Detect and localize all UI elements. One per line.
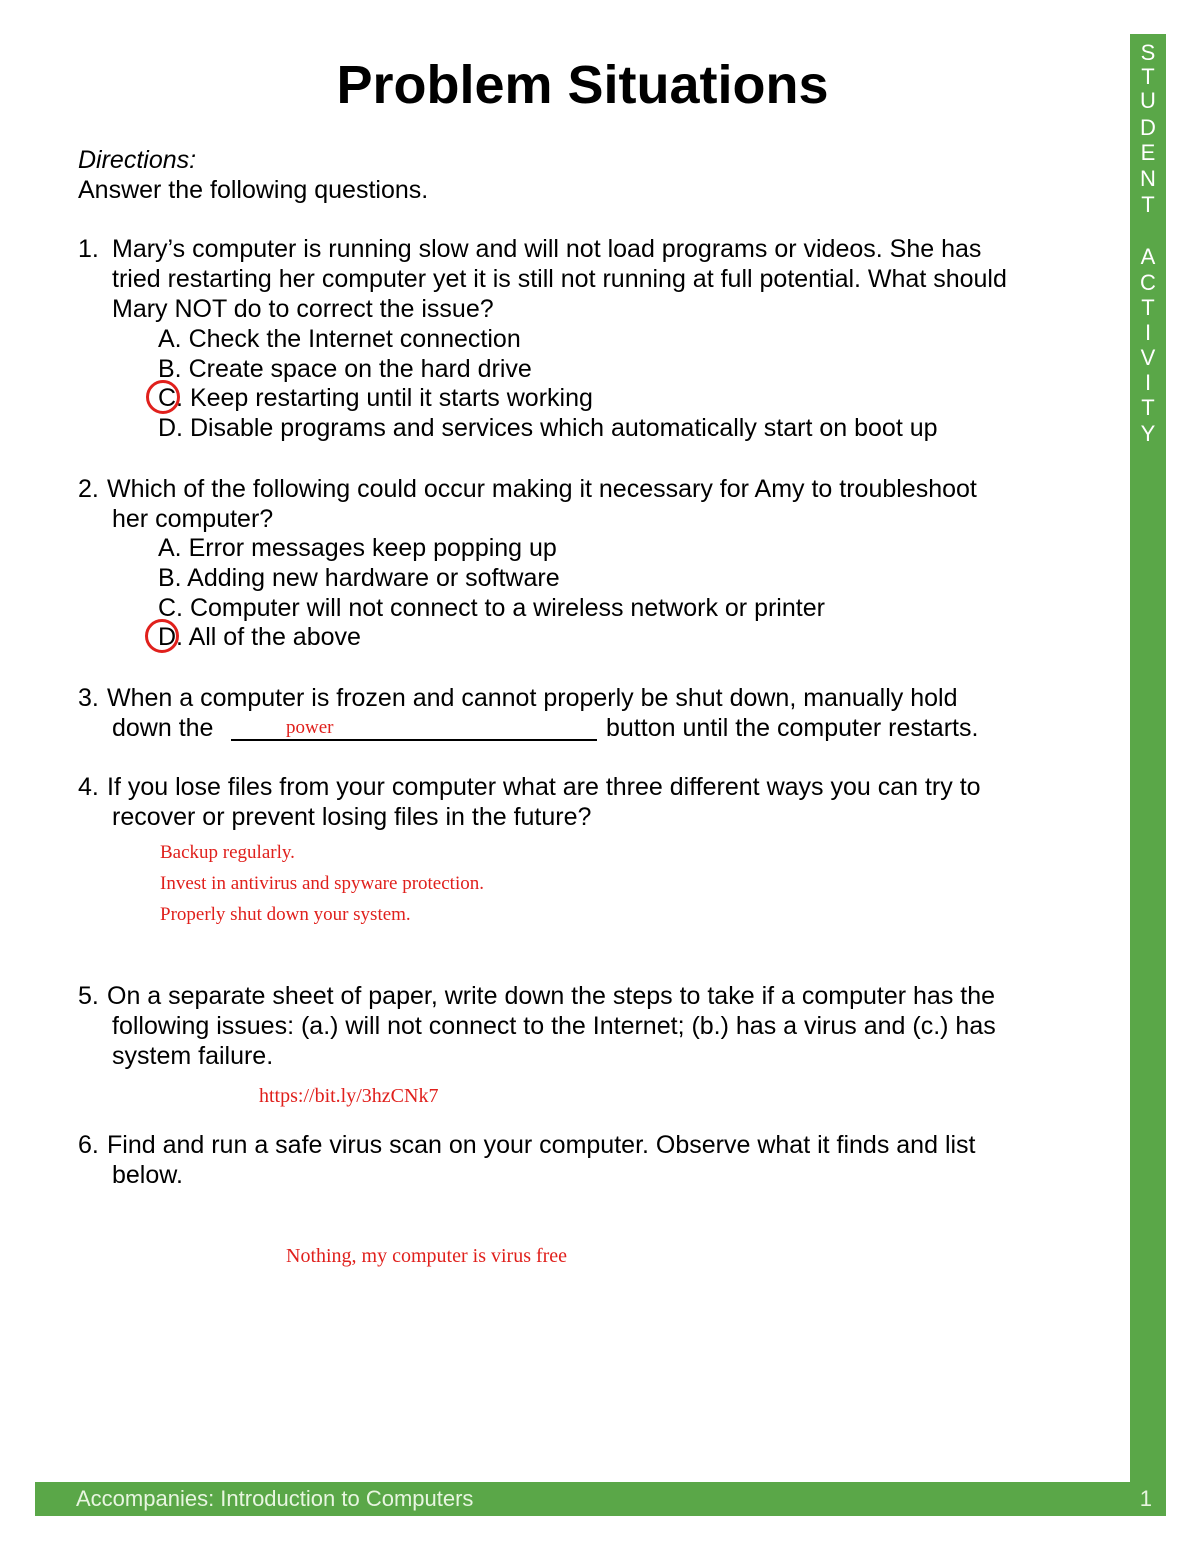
question-line: below. — [112, 1161, 183, 1189]
question-number: 5. — [78, 982, 99, 1010]
question-line: tried restarting her computer yet it is still not running at full potential. What should — [112, 265, 1007, 293]
page-number: 1 — [1139, 1486, 1152, 1511]
handwritten-answer: Nothing, my computer is virus free — [286, 1245, 568, 1267]
question-line: Find and run a safe virus scan on your computer. Observe what it finds and list — [107, 1131, 976, 1159]
option-d: D. Disable programs and services which automatically start on boot up — [158, 414, 938, 442]
sidebar-letter: N — [1140, 166, 1156, 191]
question-line-before-blank: down the — [112, 714, 214, 742]
option-b: B. Adding new hardware or software — [158, 564, 560, 592]
option-d: D. All of the above — [158, 623, 361, 651]
question-number: 2. — [78, 475, 99, 503]
sidebar-letter: T — [1141, 295, 1155, 320]
directions-label: Directions: — [78, 146, 197, 174]
option-a: A. Error messages keep popping up — [158, 534, 557, 562]
question-line: recover or prevent losing files in the future? — [112, 803, 592, 831]
handwritten-link: https://bit.ly/3hzCNk7 — [259, 1085, 439, 1107]
sidebar-letter: E — [1140, 140, 1156, 165]
sidebar-letter: T — [1141, 64, 1155, 89]
sidebar-letter: S — [1140, 40, 1156, 65]
option-c: C. Computer will not connect to a wireless network or printer — [158, 594, 825, 622]
question-line: On a separate sheet of paper, write down the steps to take if a computer has the — [107, 982, 996, 1010]
handwritten-answer: Backup regularly. — [160, 842, 295, 863]
sidebar-letter: Y — [1140, 421, 1156, 446]
question-line: system failure. — [112, 1042, 274, 1070]
question-number: 4. — [78, 773, 99, 801]
footer-caption: Accompanies: Introduction to Computers — [76, 1486, 474, 1511]
question-line: following issues: (a.) will not connect to the Internet; (b.) has a virus and (c.) has — [112, 1012, 996, 1040]
question-line-after-blank: button until the computer restarts. — [606, 714, 979, 742]
option-c: C. Keep restarting until it starts working — [158, 384, 593, 412]
page-footer — [35, 1482, 1166, 1516]
answer-circle-mark — [146, 380, 180, 414]
sidebar-letter: D — [1140, 115, 1156, 140]
question-line: Which of the following could occur making it necessary for Amy to troubleshoot — [107, 475, 977, 503]
sidebar-letter: I — [1144, 320, 1152, 345]
question-line: When a computer is frozen and cannot properly be shut down, manually hold — [107, 684, 958, 712]
sidebar-letter: U — [1140, 88, 1156, 113]
option-a: A. Check the Internet connection — [158, 325, 521, 353]
sidebar-letter: A — [1140, 244, 1156, 269]
question-line: If you lose files from your computer what are three different ways you can try to — [107, 773, 981, 801]
sidebar-letter: T — [1141, 395, 1155, 420]
sidebar-letter: V — [1140, 345, 1156, 370]
question-line: her computer? — [112, 505, 274, 533]
option-b: B. Create space on the hard drive — [158, 355, 532, 383]
question-number: 1. — [78, 235, 99, 263]
directions-text: Answer the following questions. — [78, 176, 429, 204]
sidebar-letter: I — [1144, 370, 1152, 395]
question-line: Mary NOT do to correct the issue? — [112, 295, 494, 323]
answer-circle-mark — [145, 619, 179, 653]
student-activity-sidebar — [1130, 34, 1166, 1482]
sidebar-letter: C — [1140, 270, 1156, 295]
question-line: Mary’s computer is running slow and will not load programs or videos. She has — [112, 235, 982, 263]
question-number: 3. — [78, 684, 99, 712]
page-title: Problem Situations — [336, 55, 829, 115]
handwritten-answer: Invest in antivirus and spyware protection. — [160, 873, 484, 894]
sidebar-letter: T — [1141, 192, 1155, 217]
handwritten-answer: Properly shut down your system. — [160, 904, 411, 925]
question-number: 6. — [78, 1131, 99, 1159]
handwritten-answer: power — [286, 717, 334, 738]
